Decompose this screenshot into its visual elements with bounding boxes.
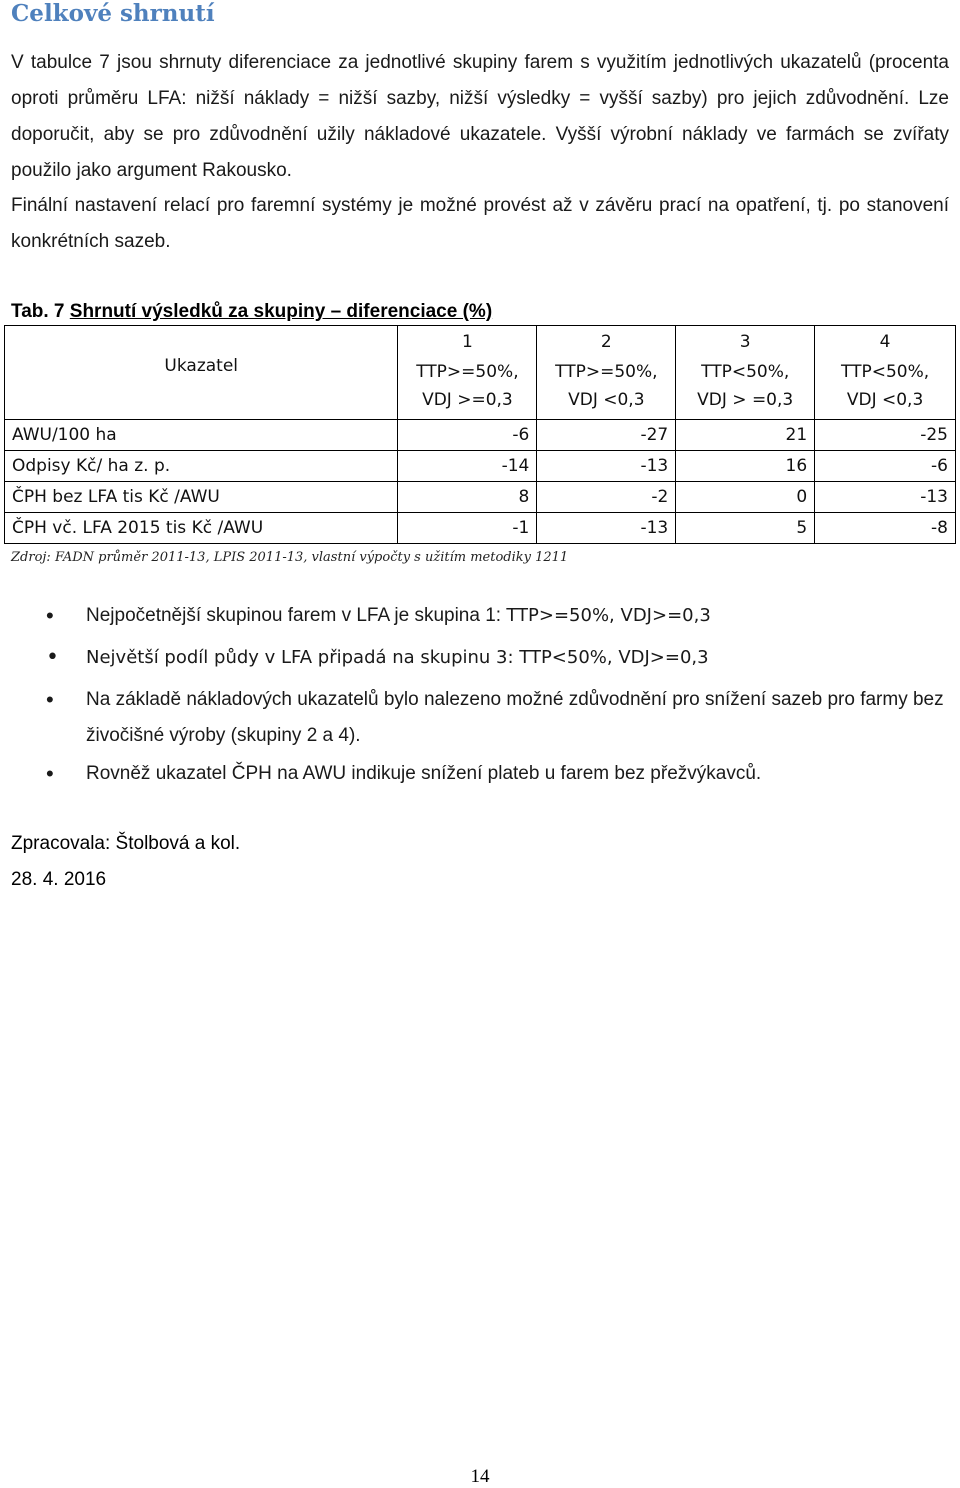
table-caption	[11, 298, 492, 326]
table-cell: -6	[398, 420, 537, 451]
table-cell: -8	[815, 513, 956, 544]
table-row	[5, 420, 956, 451]
label-header-cell	[5, 326, 398, 420]
date-line: 28. 4. 2016	[11, 869, 107, 890]
group-header-cell	[398, 326, 537, 420]
table-row	[5, 482, 956, 513]
summary-table	[4, 325, 956, 544]
table-cell: -1	[398, 513, 537, 544]
table-header-row	[5, 326, 956, 420]
row-label: ČPH bez LFA tis Kč /AWU	[5, 482, 398, 513]
section-heading: Celkové shrnutí	[11, 0, 215, 27]
list-item	[0, 598, 960, 634]
group-line2: VDJ >=0,3	[422, 390, 513, 410]
table-cell: -13	[537, 451, 676, 482]
table-cell: -13	[815, 482, 956, 513]
row-label: AWU/100 ha	[5, 420, 398, 451]
table-row	[5, 513, 956, 544]
group-number: 2	[600, 332, 612, 352]
table-source-note: Zdroj: FADN průměr 2011-13, LPIS 2011-13, vlastní výpočty s užitím metodiky 1211	[11, 550, 569, 565]
group-header-cell	[537, 326, 676, 420]
group-line2: VDJ <0,3	[846, 390, 924, 410]
table-cell: -2	[537, 482, 676, 513]
table-cell: 0	[676, 482, 815, 513]
table-caption-prefix: Tab. 7	[11, 301, 70, 322]
group-header-cell	[676, 326, 815, 420]
table-cell: 8	[398, 482, 537, 513]
group-number: 1	[461, 332, 473, 352]
group-line2: VDJ > =0,3	[697, 390, 794, 410]
group-line2: VDJ <0,3	[568, 390, 645, 410]
table-cell: 16	[676, 451, 815, 482]
group-line1: TTP<50%,	[701, 362, 790, 382]
table-cell: -27	[537, 420, 676, 451]
table-cell: -14	[398, 451, 537, 482]
table-cell: -13	[537, 513, 676, 544]
author-line: Zpracovala: Štolbová a kol.	[11, 833, 241, 854]
page-number: 14	[470, 1466, 490, 1487]
final-settings-paragraph: Finální nastavení relací pro faremní systémy je možné provést až v závěru prací na opatření, tj. po stanovení konkrétních sazeb.	[11, 195, 949, 252]
table-cell: -25	[815, 420, 956, 451]
bullet-text: Nejpočetnější skupinou farem v LFA je skupina 1:	[86, 605, 507, 626]
group-number: 4	[879, 332, 891, 352]
row-label: Odpisy Kč/ ha z. p.	[5, 451, 398, 482]
table-caption-title: Shrnutí výsledků za skupiny – diferenciace (%)	[69, 301, 493, 322]
summary-paragraph: V tabulce 7 jsou shrnuty diferenciace za jednotlivé skupiny farem s využitím jednotlivých ukazatelů (procenta oproti průměru LFA: nižší náklady = nižší sazby, nižší výsledky = vyšší sazby) pro jejich zdůvodnění. Lze doporučit, aby se pro zdůvodnění užily nákladové ukazatele. Vyšší výrobní náklady ve farmách se zvířaty použilo jako argument Rakousko.	[11, 52, 949, 181]
label-header: Ukazatel	[164, 356, 239, 376]
table-row	[5, 451, 956, 482]
group-line1: TTP>=50%,	[555, 362, 658, 382]
group-number: 3	[739, 332, 751, 352]
bullet-group: TTP>=50%, VDJ>=0,3	[506, 605, 711, 626]
group-line1: TTP>=50%,	[416, 362, 519, 382]
row-label: ČPH vč. LFA 2015 tis Kč /AWU	[5, 513, 398, 544]
list-item: • Největší podíl půdy v LFA připadá na skupinu 3: TTP<50%, VDJ>=0,3	[0, 640, 960, 676]
table-cell: -6	[815, 451, 956, 482]
group-header-cell	[815, 326, 956, 420]
list-item: • Rovněž ukazatel ČPH na AWU indikuje snížení plateb u farem bez přežvýkavců.	[0, 756, 960, 792]
group-line1: TTP<50%,	[840, 362, 930, 382]
table-cell: 5	[676, 513, 815, 544]
list-item: • Na základě nákladových ukazatelů bylo nalezeno možné zdůvodnění pro snížení sazeb pro farmy bez živočišné výroby (skupiny 2 a 4).	[0, 682, 960, 754]
table-cell: 21	[676, 420, 815, 451]
findings-list	[0, 598, 960, 792]
